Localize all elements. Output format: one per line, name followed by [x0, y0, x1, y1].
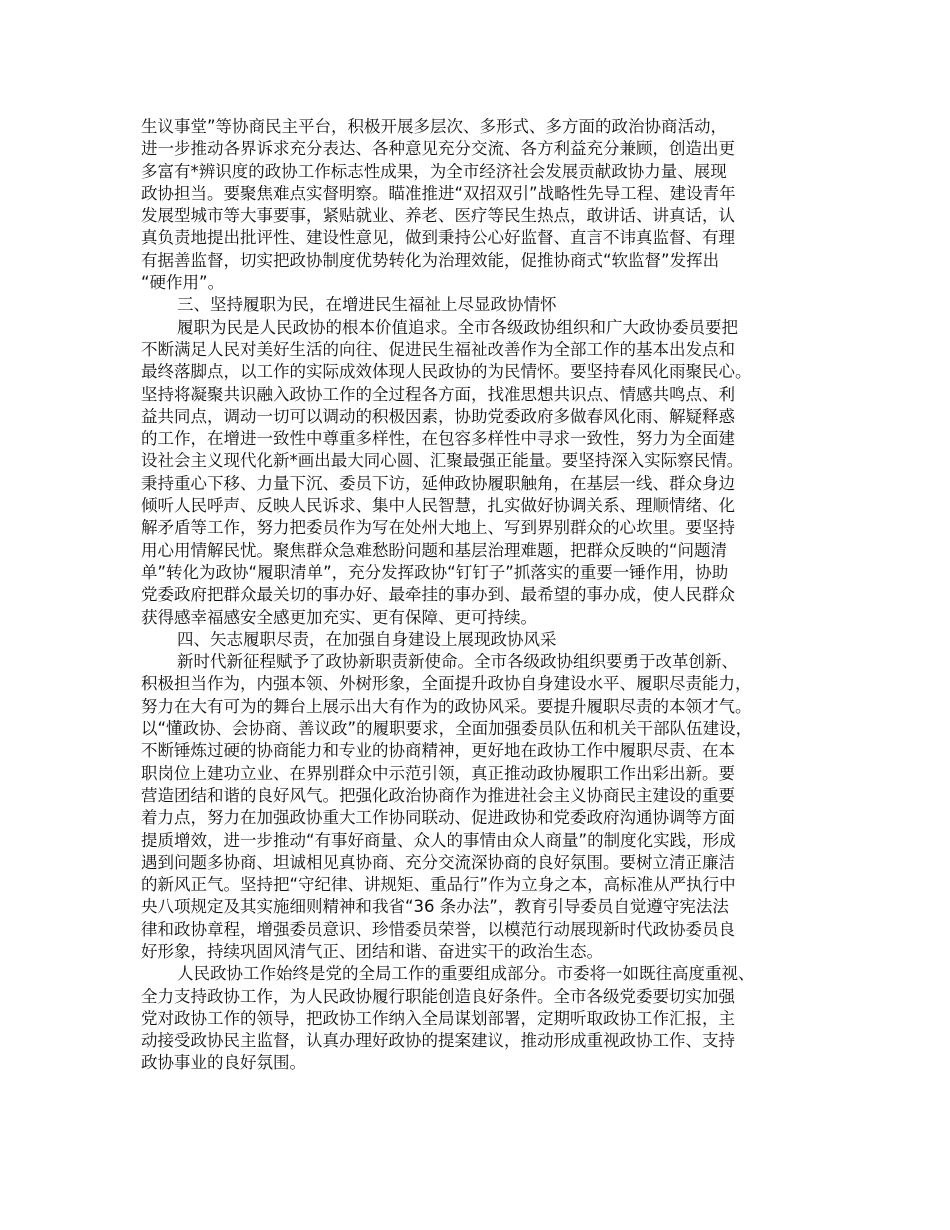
text-line: 以“懂政协、会协商、善议政”的履职要求，全面加强委员队伍和机关干部队伍建设， [141, 719, 753, 739]
text-line: 提质增效，进一步推动“有事好商量、众人的事情由众人商量”的制度化实践，形成 [141, 830, 736, 850]
text-line: 不断锤炼过硬的协商能力和专业的协商精神，更好地在政协工作中履职尽责、在本 [141, 741, 735, 761]
text-line: 多富有*辨识度的政协工作标志性成果，为全市经济社会发展贡献政协力量、展现 [141, 161, 727, 181]
text-line: 好形象，持续巩固风清气正、团结和谐、奋进实干的政治生态。 [141, 941, 603, 961]
text-line: 发展型城市等大事要事，紧贴就业、养老、医疗等民生热点，敢讲话、讲真话，认 [141, 206, 735, 226]
text-line: 遇到问题多协商、坦诚相见真协商、充分交流深协商的良好氛围。要树立清正廉洁 [141, 852, 735, 872]
text-line: 解矛盾等工作，努力把委员作为写在处州大地上、写到界别群众的心坎里。要坚持 [141, 518, 735, 538]
text-line: 着力点，努力在加强政协重大工作协同联动、促进政协和党委政府沟通协调等方面 [141, 808, 735, 828]
text-line: 真负责地提出批评性、建设性意见，做到秉持公心好监督、直言不讳真监督、有理 [141, 228, 735, 248]
text-line: 益共同点，调动一切可以调动的积极因素，协助党委政府多做春风化雨、解疑释惑 [141, 406, 735, 426]
text-line: 履职为民是人民政协的根本价值追求。全市各级政协组织和广大政协委员要把 [177, 317, 738, 337]
text-line: 获得感幸福感安全感更加充实、更有保障、更可持续。 [141, 607, 537, 627]
text-line: 坚持将凝聚共识融入政协工作的全过程各方面，找准思想共识点、情感共鸣点、利 [141, 384, 735, 404]
text-line: 职岗位上建功立业、在界别群众中示范引领，真正推动政协履职工作出彩出新。要 [141, 763, 735, 783]
text-line: 倾听人民呼声、反映人民诉求、集中人民智慧，扎实做好协调关系、理顺情绪、化 [141, 496, 735, 516]
text-line: 有据善监督，切实把政协制度优势转化为治理效能，促推协商式“软监督”发挥出 [141, 250, 720, 270]
text-line: 全力支持政协工作，为人民政协履行职能创造良好条件。全市各级党委要切实加强 [141, 986, 735, 1006]
text-line: 不断满足人民对美好生活的向往、促进民生福祉改善作为全部工作的基本出发点和 [141, 339, 735, 359]
text-line: 党委政府把群众最关切的事办好、最牵挂的事办到、最希望的事办成，使人民群众 [141, 585, 735, 605]
text-line: “硬作用”。 [141, 273, 225, 293]
text-line: 政协担当。要聚焦难点实督明察。瞄准推进“双招双引”战略性先导工程、建设青年 [141, 183, 736, 203]
text-line: 的工作，在增进一致性中尊重多样性，在包容多样性中寻求一致性，努力为全面建 [141, 429, 735, 449]
text-line: 秉持重心下移、力量下沉、委员下访，延伸政协履职触角，在基层一线、群众身边 [141, 473, 735, 493]
text-line: 用心用情解民忧。聚焦群众急难愁盼问题和基层治理难题，把群众反映的“问题清 [141, 540, 728, 560]
text-line: 进一步推动各界诉求充分表达、各种意见充分交流、各方利益充分兼顾，创造出更 [141, 139, 735, 159]
text-line: 最终落脚点，以工作的实际成效体现人民政协的为民情怀。要坚持春风化雨聚民心。 [141, 362, 752, 382]
text-line: 努力在大有可为的舞台上展示出大有作为的政协风采。要提升履职尽责的本领才气。 [141, 696, 752, 716]
text-line: 生议事堂”等协商民主平台，积极开展多层次、多形式、多方面的政治协商活动， [141, 117, 728, 136]
text-line: 营造团结和谐的良好风气。把强化政治协商作为推进社会主义协商民主建设的重要 [141, 785, 735, 805]
section-heading-4: 四、矢志履职尽责，在加强自身建设上展现政协风采 [177, 629, 557, 649]
section-heading-3: 三、坚持履职为民，在增进民生福祉上尽显政协情怀 [177, 295, 557, 315]
text-line: 央八项规定及其实施细则精神和我省“36 条办法”，教育引导委员自觉遵守宪法法 [141, 897, 729, 917]
text-line: 动接受政协民主监督，认真办理好政协的提案建议，推动形成重视政协工作、支持 [141, 1031, 735, 1051]
text-line: 律和政协章程，增强委员意识、珍惜委员荣誉，以模范行动展现新时代政协委员良 [141, 919, 735, 939]
text-line: 新时代新征程赋予了政协新职责新使命。全市各级政协组织要勇于改革创新、 [177, 652, 738, 672]
text-line: 人民政协工作始终是党的全局工作的重要组成部分。市委将一如既往高度重视、 [177, 964, 755, 984]
text-line: 积极担当作为，内强本领、外树形象，全面提升政协自身建设水平、履职尽责能力， [141, 674, 752, 694]
document-body [141, 116, 831, 1075]
text-line: 设社会主义现代化新*画出最大同心圆、汇聚最强正能量。要坚持深入实际察民情。 [141, 451, 744, 471]
text-line: 政协事业的良好氛围。 [141, 1053, 306, 1073]
text-line: 党对政协工作的领导，把政协工作纳入全局谋划部署，定期听取政协工作汇报，主 [141, 1008, 735, 1028]
text-line: 的新风正气。坚持把“守纪律、讲规矩、重品行”作为立身之本，高标准从严执行中 [141, 875, 736, 895]
text-line: 单”转化为政协“履职清单”，充分发挥政协“钉钉子”抓落实的重要一锤作用，协助 [141, 562, 729, 582]
